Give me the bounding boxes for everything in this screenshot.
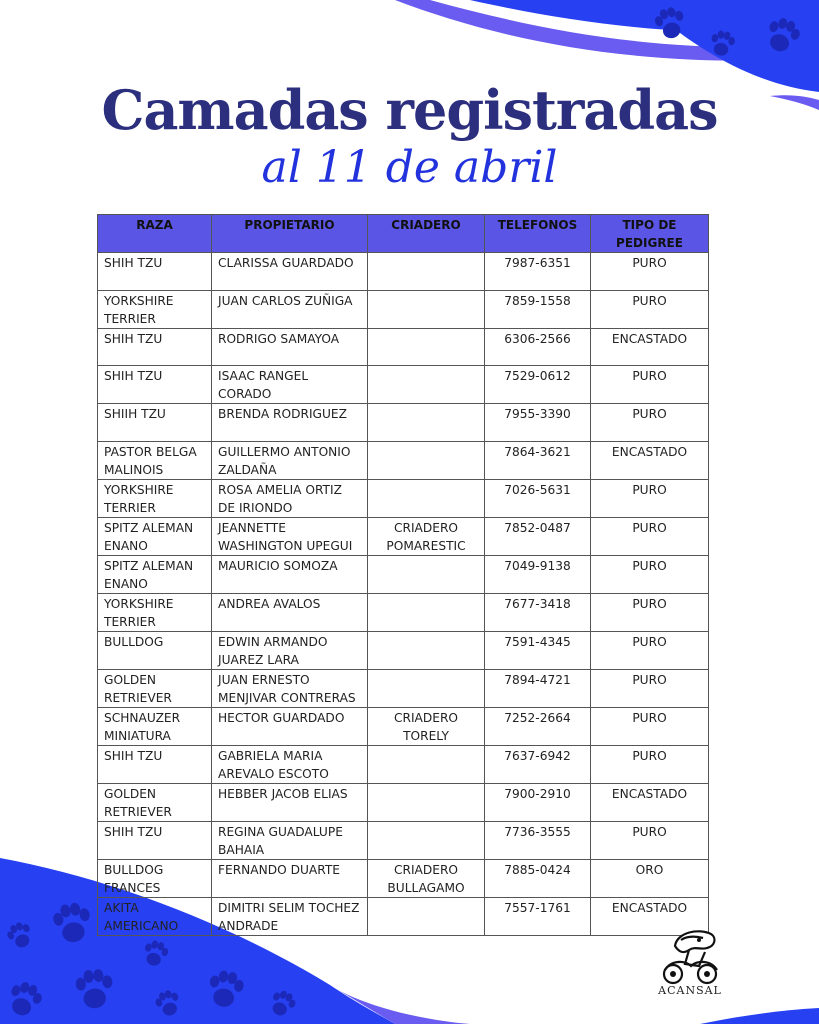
cell-propietario: MAURICIO SOMOZA: [212, 555, 368, 593]
cell-telefono: 7852-0487: [485, 517, 591, 555]
cell-criadero: [368, 897, 485, 935]
cell-criadero: CRIADERO POMARESTIC: [368, 517, 485, 555]
header-tipo-pedigree: TIPO DE PEDIGREE: [591, 215, 709, 253]
table-row: [98, 859, 709, 897]
logo-text: ACANSAL: [658, 984, 722, 997]
cell-criadero: [368, 253, 485, 291]
cell-criadero: [368, 593, 485, 631]
header-propietario: PROPIETARIO: [212, 215, 368, 253]
cell-criadero: [368, 821, 485, 859]
cell-pedigree: PURO: [591, 821, 709, 859]
cell-raza: BULLDOG: [98, 631, 212, 669]
header-raza: RAZA: [98, 215, 212, 253]
cell-criadero: [368, 328, 485, 366]
cell-raza: SHIH TZU: [98, 328, 212, 366]
cell-telefono: 7677-3418: [485, 593, 591, 631]
cell-pedigree: PURO: [591, 593, 709, 631]
table-row: [98, 290, 709, 328]
cell-pedigree: ENCASTADO: [591, 328, 709, 366]
cell-pedigree: PURO: [591, 707, 709, 745]
cell-propietario: ROSA AMELIA ORTIZ DE IRIONDO: [212, 479, 368, 517]
cell-propietario: JUAN CARLOS ZUÑIGA: [212, 290, 368, 328]
cell-propietario: DIMITRI SELIM TOCHEZ ANDRADE: [212, 897, 368, 935]
cell-criadero: [368, 555, 485, 593]
cell-criadero: [368, 783, 485, 821]
cell-pedigree: PURO: [591, 290, 709, 328]
cell-propietario: ANDREA AVALOS: [212, 593, 368, 631]
page-title: Camadas registradas: [101, 78, 718, 142]
cell-raza: AKITA AMERICANO: [98, 897, 212, 935]
cell-raza: YORKSHIRE TERRIER: [98, 290, 212, 328]
cell-propietario: RODRIGO SAMAYOA: [212, 328, 368, 366]
cell-propietario: FERNANDO DUARTE: [212, 859, 368, 897]
cell-criadero: [368, 669, 485, 707]
cell-raza: GOLDEN RETRIEVER: [98, 783, 212, 821]
cell-telefono: 7529-0612: [485, 366, 591, 404]
cell-raza: YORKSHIRE TERRIER: [98, 593, 212, 631]
cell-criadero: [368, 404, 485, 442]
table-row: [98, 783, 709, 821]
cell-propietario: JEANNETTE WASHINGTON UPEGUI: [212, 517, 368, 555]
header-telefonos: TELEFONOS: [485, 215, 591, 253]
cell-criadero: [368, 290, 485, 328]
cell-criadero: [368, 479, 485, 517]
header-row: [98, 215, 709, 253]
table-row: [98, 669, 709, 707]
cell-telefono: 7026-5631: [485, 479, 591, 517]
cell-telefono: 7864-3621: [485, 441, 591, 479]
page-subtitle: al 11 de abril: [261, 142, 558, 193]
cell-raza: SHIH TZU: [98, 821, 212, 859]
cell-pedigree: ENCASTADO: [591, 783, 709, 821]
cell-criadero: CRIADERO TORELY: [368, 707, 485, 745]
cell-telefono: 6306-2566: [485, 328, 591, 366]
cell-raza: SPITZ ALEMAN ENANO: [98, 555, 212, 593]
cell-pedigree: PURO: [591, 253, 709, 291]
cell-raza: SHIH TZU: [98, 745, 212, 783]
cell-telefono: 7591-4345: [485, 631, 591, 669]
cell-raza: PASTOR BELGA MALINOIS: [98, 441, 212, 479]
table-row: [98, 253, 709, 291]
table-row: [98, 593, 709, 631]
cell-telefono: 7557-1761: [485, 897, 591, 935]
cell-propietario: BRENDA RODRIGUEZ: [212, 404, 368, 442]
cell-pedigree: ENCASTADO: [591, 897, 709, 935]
cell-propietario: GABRIELA MARIA AREVALO ESCOTO: [212, 745, 368, 783]
table-body: [98, 253, 709, 936]
cell-criadero: CRIADERO BULLAGAMO: [368, 859, 485, 897]
cell-telefono: 7955-3390: [485, 404, 591, 442]
cell-raza: SPITZ ALEMAN ENANO: [98, 517, 212, 555]
cell-raza: SHIIH TZU: [98, 404, 212, 442]
cell-propietario: REGINA GUADALUPE BAHAIA: [212, 821, 368, 859]
table-row: [98, 821, 709, 859]
cell-criadero: [368, 745, 485, 783]
table-row: [98, 328, 709, 366]
table-row: [98, 631, 709, 669]
cell-telefono: 7987-6351: [485, 253, 591, 291]
cell-raza: SHIH TZU: [98, 253, 212, 291]
cell-pedigree: ORO: [591, 859, 709, 897]
table-row: [98, 404, 709, 442]
cell-propietario: CLARISSA GUARDADO: [212, 253, 368, 291]
cell-raza: BULLDOG FRANCES: [98, 859, 212, 897]
cell-pedigree: PURO: [591, 631, 709, 669]
table-row: [98, 745, 709, 783]
cell-telefono: 7637-6942: [485, 745, 591, 783]
cell-propietario: GUILLERMO ANTONIO ZALDAÑA: [212, 441, 368, 479]
cell-telefono: 7049-9138: [485, 555, 591, 593]
cell-raza: SCHNAUZER MINIATURA: [98, 707, 212, 745]
table-row: [98, 441, 709, 479]
header-criadero: CRIADERO: [368, 215, 485, 253]
cell-pedigree: PURO: [591, 555, 709, 593]
table-row: [98, 479, 709, 517]
cell-raza: YORKSHIRE TERRIER: [98, 479, 212, 517]
cell-propietario: ISAAC RANGEL CORADO: [212, 366, 368, 404]
bottom-wave-right: [700, 1008, 819, 1024]
cell-telefono: 7736-3555: [485, 821, 591, 859]
cell-propietario: HECTOR GUARDADO: [212, 707, 368, 745]
cell-pedigree: PURO: [591, 479, 709, 517]
cell-pedigree: PURO: [591, 669, 709, 707]
cell-pedigree: PURO: [591, 745, 709, 783]
cell-criadero: [368, 366, 485, 404]
table-row: [98, 707, 709, 745]
table-row: [98, 517, 709, 555]
table-row: [98, 897, 709, 935]
cell-propietario: JUAN ERNESTO MENJIVAR CONTRERAS: [212, 669, 368, 707]
cell-criadero: [368, 631, 485, 669]
cell-pedigree: PURO: [591, 517, 709, 555]
table-row: [98, 555, 709, 593]
cell-pedigree: PURO: [591, 366, 709, 404]
table-header: [98, 215, 709, 253]
cell-telefono: 7885-0424: [485, 859, 591, 897]
table-row: [98, 366, 709, 404]
cell-telefono: 7859-1558: [485, 290, 591, 328]
cell-propietario: EDWIN ARMANDO JUAREZ LARA: [212, 631, 368, 669]
cell-raza: GOLDEN RETRIEVER: [98, 669, 212, 707]
cell-telefono: 7252-2664: [485, 707, 591, 745]
litters-table: [97, 214, 709, 936]
cell-telefono: 7894-4721: [485, 669, 591, 707]
cell-pedigree: PURO: [591, 404, 709, 442]
cell-criadero: [368, 441, 485, 479]
cell-pedigree: ENCASTADO: [591, 441, 709, 479]
cell-raza: SHIH TZU: [98, 366, 212, 404]
cell-propietario: HEBBER JACOB ELIAS: [212, 783, 368, 821]
cell-telefono: 7900-2910: [485, 783, 591, 821]
